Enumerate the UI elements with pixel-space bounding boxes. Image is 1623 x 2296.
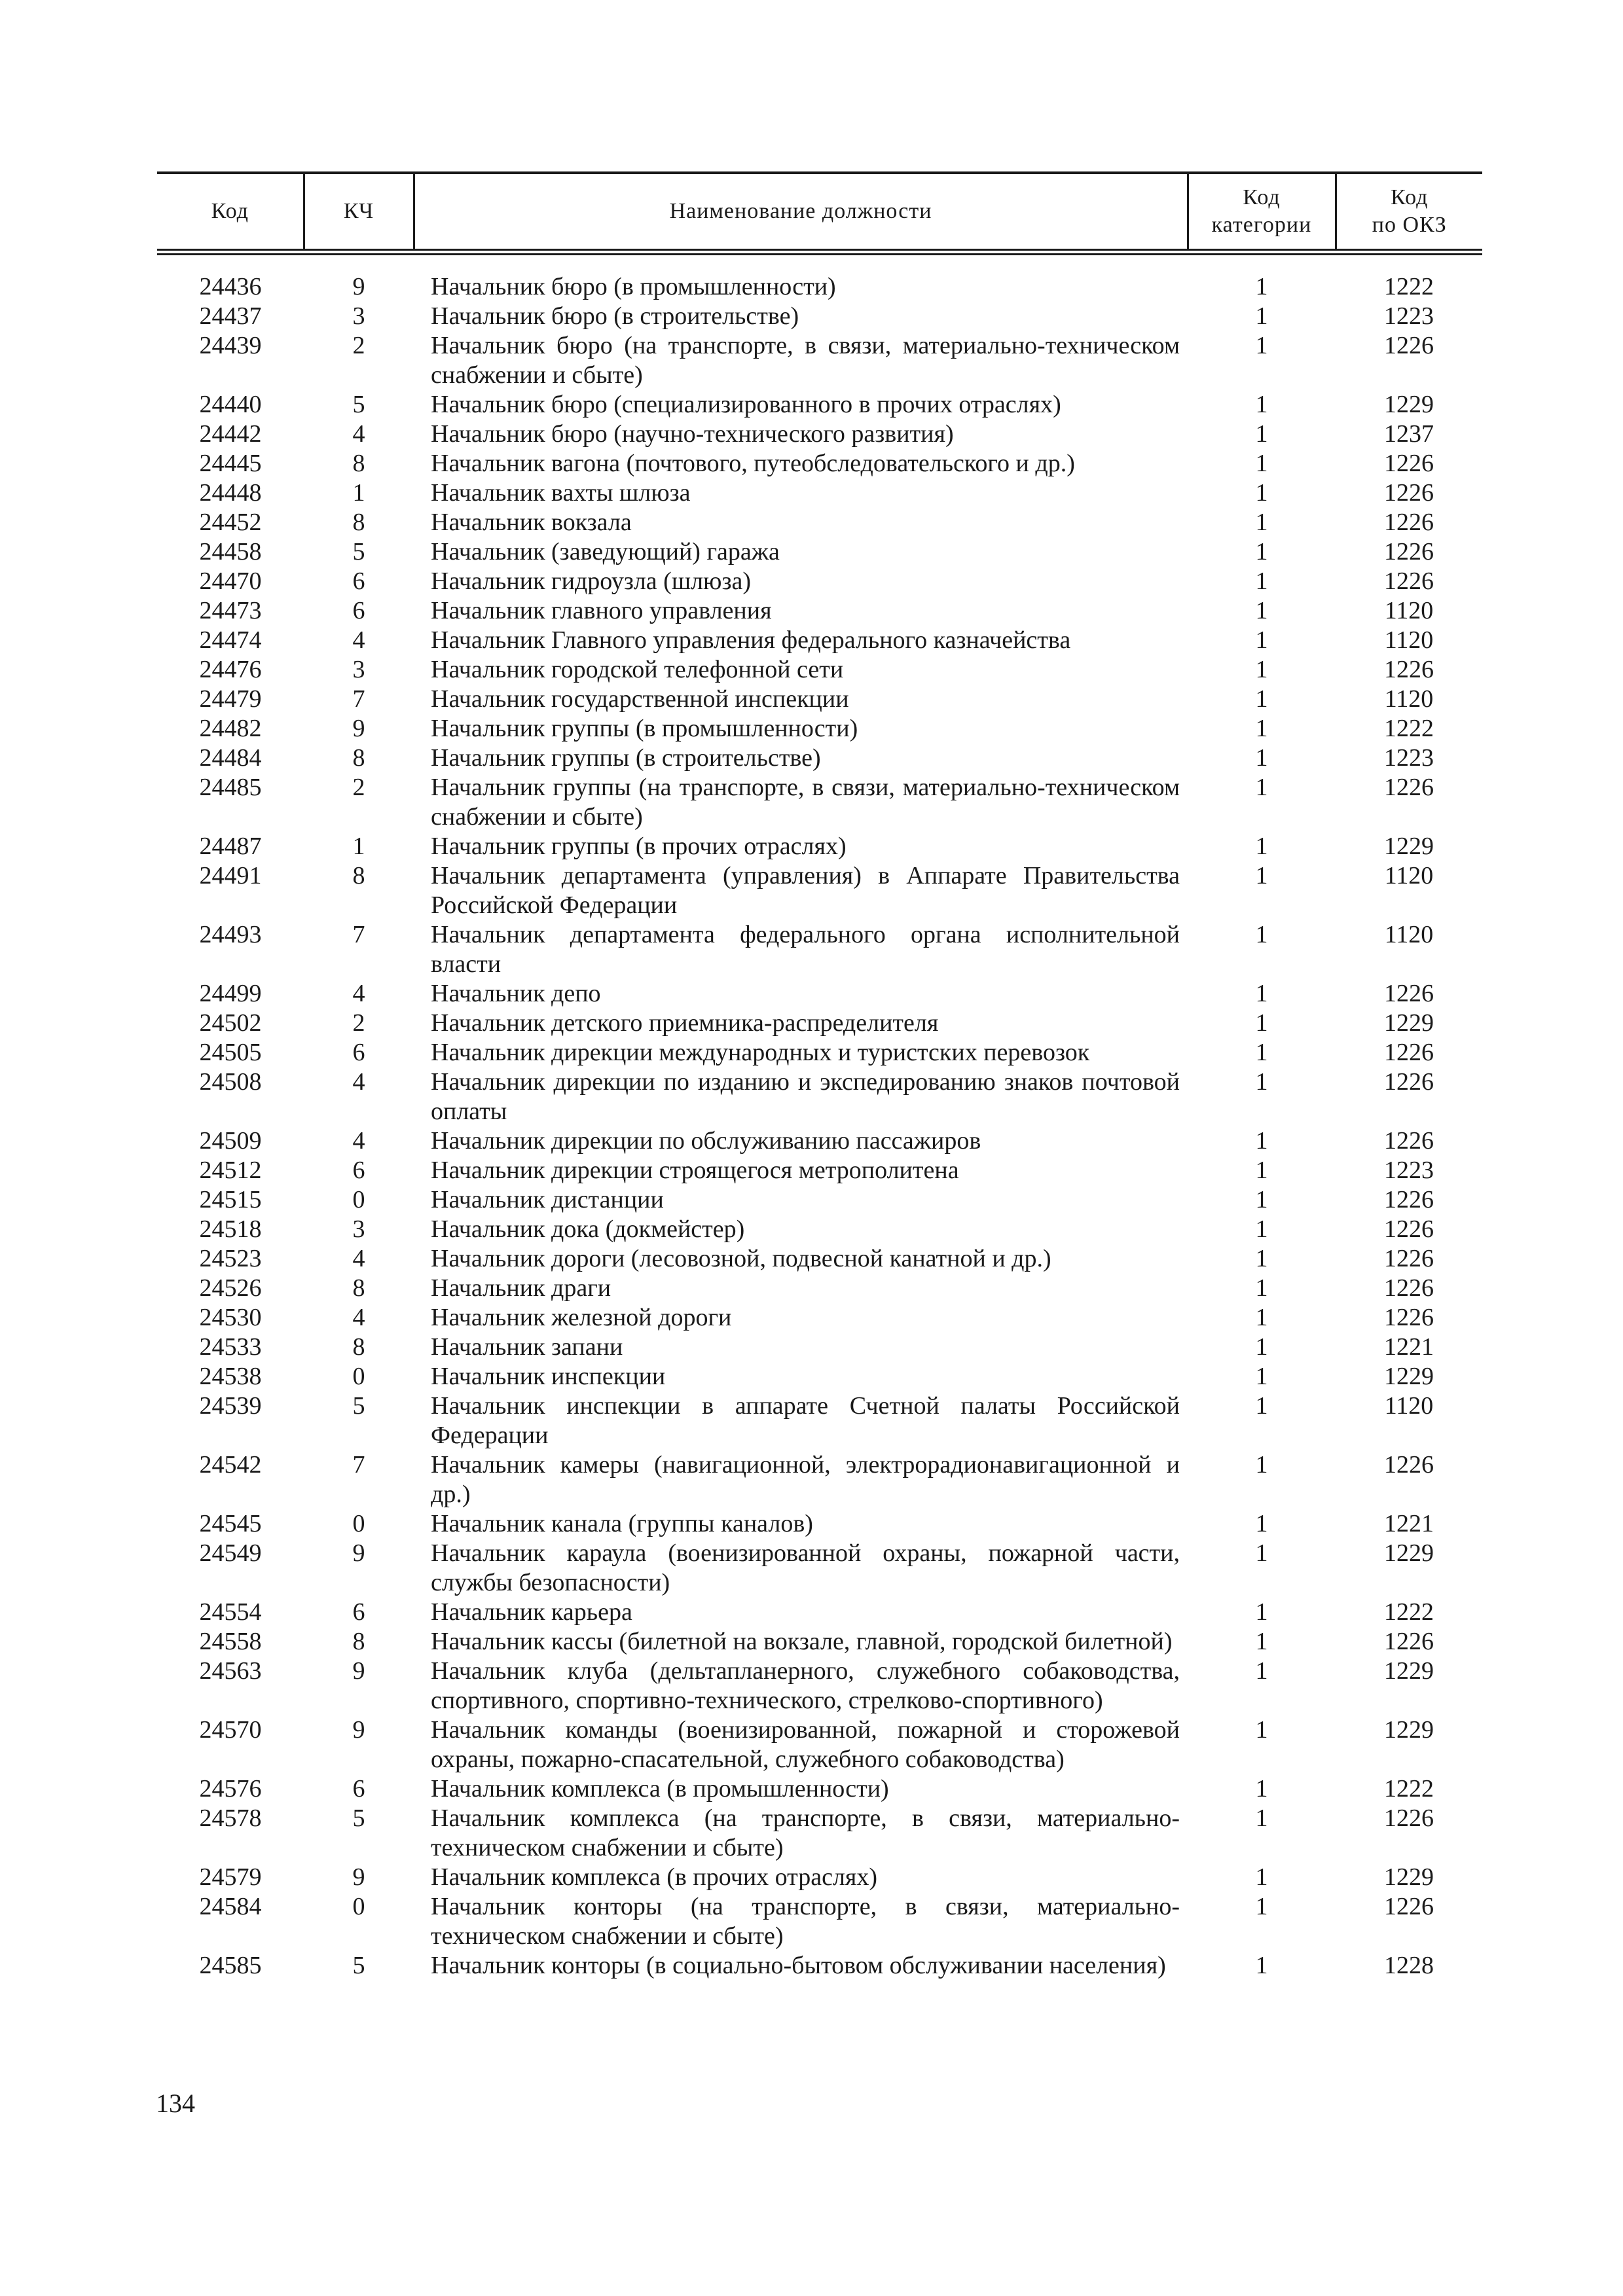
cell-category-code: 1 [1255,509,1268,536]
cell-kch: 5 [352,1392,365,1420]
cell-okz-code: 1226 [1384,1804,1434,1832]
cell-code: 24530 [199,1304,262,1331]
cell-okz-code: 1226 [1384,1451,1434,1479]
cell-okz-code: 1229 [1384,1716,1434,1744]
table-row [157,714,1482,744]
cell-okz-code: 1226 [1384,1893,1434,1920]
cell-kch: 8 [352,1274,365,1302]
cell-position-name: Начальник государственной инспекции [431,685,849,713]
cell-position-name: Начальник бюро (специализированного в прочих отраслях) [431,391,1061,418]
cell-category-code: 1 [1255,656,1268,683]
cell-kch: 5 [352,1952,365,1979]
cell-category-code: 1 [1255,450,1268,477]
table-row [157,685,1482,714]
cell-kch: 8 [352,450,365,477]
cell-kch: 8 [352,1628,365,1655]
cell-position-name: Начальник канала (группы каналов) [431,1510,813,1537]
table-row [157,1715,1482,1774]
cell-position-name: Начальник городской телефонной сети [431,656,844,683]
cell-position-name: Начальник вокзала [431,509,632,536]
table-row [157,979,1482,1009]
cell-okz-code: 1228 [1384,1952,1434,1979]
cell-kch: 6 [352,1039,365,1066]
cell-code: 24436 [199,273,262,300]
cell-okz-code: 1120 [1384,921,1434,948]
cell-code: 24437 [199,302,262,330]
cell-position-name: Начальник главного управления [431,597,772,624]
cell-kch: 6 [352,1157,365,1184]
cell-category-code: 1 [1255,1451,1268,1479]
cell-kch: 9 [352,715,365,742]
cell-position-name: Начальник инспекции [431,1363,666,1390]
cell-code: 24554 [199,1598,262,1626]
cell-position-name: Начальник бюро (в строительстве) [431,302,799,330]
table-row [157,331,1482,390]
cell-kch: 8 [352,1333,365,1361]
cell-position-name: Начальник караула (военизированной охраны, пожарной части, службы безопасности) [431,1539,1180,1596]
cell-category-code: 1 [1255,715,1268,742]
cell-position-name: Начальник дирекции по обслуживанию пассажиров [431,1127,981,1155]
cell-okz-code: 1226 [1384,1215,1434,1243]
header-kch: КЧ [304,173,414,252]
table-row [157,832,1482,861]
cell-code: 24542 [199,1451,262,1479]
cell-category-code: 1 [1255,597,1268,624]
table-row [157,1804,1482,1863]
cell-kch: 8 [352,862,365,889]
cell-position-name: Начальник группы (в прочих отраслях) [431,833,847,860]
cell-okz-code: 1226 [1384,509,1434,536]
cell-category-code: 1 [1255,1392,1268,1420]
cell-code: 24570 [199,1716,262,1744]
positions-table [157,171,1482,1981]
cell-code: 24440 [199,391,262,418]
cell-position-name: Начальник карьера [431,1598,632,1626]
cell-okz-code: 1226 [1384,1127,1434,1155]
cell-position-name: Начальник дирекции международных и туристских перевозок [431,1039,1090,1066]
cell-position-name: Начальник комплекса (в прочих отраслях) [431,1863,878,1891]
cell-code: 24549 [199,1539,262,1567]
table-row [157,508,1482,537]
cell-kch: 6 [352,567,365,595]
cell-kch: 7 [352,921,365,948]
cell-kch: 5 [352,391,365,418]
cell-code: 24476 [199,656,262,683]
cell-position-name: Начальник железной дороги [431,1304,732,1331]
cell-kch: 4 [352,420,365,448]
cell-okz-code: 1226 [1384,774,1434,801]
header-code: Код [157,173,304,252]
cell-category-code: 1 [1255,1009,1268,1037]
cell-position-name: Начальник (заведующий) гаража [431,538,780,565]
cell-kch: 6 [352,597,365,624]
cell-kch: 5 [352,1804,365,1832]
cell-position-name: Начальник вагона (почтового, путеобследовательского и др.) [431,450,1075,477]
cell-code: 24545 [199,1510,262,1537]
table-row [157,1185,1482,1215]
cell-category-code: 1 [1255,1716,1268,1744]
cell-okz-code: 1226 [1384,656,1434,683]
cell-okz-code: 1229 [1384,391,1434,418]
cell-position-name: Начальник кассы (билетной на вокзале, главной, городской билетной) [431,1628,1173,1655]
cell-code: 24493 [199,921,262,948]
cell-code: 24484 [199,744,262,772]
table-row [157,537,1482,567]
cell-kch: 4 [352,1068,365,1096]
cell-kch: 9 [352,1716,365,1744]
table-row [157,567,1482,596]
cell-okz-code: 1226 [1384,980,1434,1007]
cell-position-name: Начальник Главного управления федерального казначейства [431,626,1071,654]
cell-category-code: 1 [1255,1127,1268,1155]
cell-kch: 2 [352,774,365,801]
cell-okz-code: 1222 [1384,1775,1434,1803]
cell-category-code: 1 [1255,744,1268,772]
cell-category-code: 1 [1255,538,1268,565]
cell-category-code: 1 [1255,420,1268,448]
table-row [157,1539,1482,1598]
table-row [157,655,1482,685]
cell-okz-code: 1229 [1384,1009,1434,1037]
cell-position-name: Начальник дока (докмейстер) [431,1215,745,1243]
table-row [157,420,1482,449]
header-okz: Код по ОКЗ [1336,173,1482,252]
cell-category-code: 1 [1255,332,1268,359]
cell-position-name: Начальник дороги (лесовозной, подвесной канатной и др.) [431,1245,1051,1272]
cell-kch: 4 [352,1304,365,1331]
table-row [157,1067,1482,1126]
cell-okz-code: 1120 [1384,685,1434,713]
cell-category-code: 1 [1255,1304,1268,1331]
cell-category-code: 1 [1255,833,1268,860]
cell-position-name: Начальник комплекса (в промышленности) [431,1775,889,1803]
cell-kch: 4 [352,980,365,1007]
header-row [157,173,1482,252]
cell-kch: 7 [352,685,365,713]
cell-okz-code: 1223 [1384,1157,1434,1184]
cell-okz-code: 1222 [1384,715,1434,742]
cell-code: 24539 [199,1392,262,1420]
cell-code: 24439 [199,332,262,359]
cell-okz-code: 1226 [1384,1039,1434,1066]
cell-category-code: 1 [1255,1186,1268,1213]
cell-position-name: Начальник конторы (в социально-бытовом обслуживании населения) [431,1952,1166,1979]
cell-category-code: 1 [1255,273,1268,300]
table-row [157,1009,1482,1038]
cell-category-code: 1 [1255,1893,1268,1920]
cell-code: 24458 [199,538,262,565]
cell-position-name: Начальник запани [431,1333,623,1361]
table-row [157,596,1482,626]
table-row [157,252,1482,302]
cell-kch: 6 [352,1775,365,1803]
cell-category-code: 1 [1255,921,1268,948]
cell-okz-code: 1229 [1384,1539,1434,1567]
table-row [157,302,1482,331]
cell-code: 24487 [199,833,262,860]
table-row [157,1598,1482,1627]
cell-position-name: Начальник вахты шлюза [431,479,691,507]
cell-category-code: 1 [1255,1775,1268,1803]
cell-position-name: Начальник депо [431,980,601,1007]
cell-code: 24533 [199,1333,262,1361]
cell-kch: 0 [352,1893,365,1920]
cell-code: 24579 [199,1863,262,1891]
cell-code: 24485 [199,774,262,801]
table-row [157,478,1482,508]
cell-okz-code: 1226 [1384,1186,1434,1213]
header-name: Наименование должности [414,173,1188,252]
cell-kch: 2 [352,332,365,359]
cell-category-code: 1 [1255,1657,1268,1685]
table-row [157,1333,1482,1362]
cell-category-code: 1 [1255,1363,1268,1390]
cell-position-name: Начальник департамента (управления) в Аппарате Правительства Российской Федерации [431,862,1180,919]
table-row [157,1038,1482,1067]
table-row [157,1951,1482,1981]
cell-category-code: 1 [1255,1598,1268,1626]
cell-position-name: Начальник дирекции по изданию и экспедированию знаков почтовой оплаты [431,1068,1180,1125]
cell-code: 24585 [199,1952,262,1979]
cell-position-name: Начальник группы (в строительстве) [431,744,821,772]
cell-position-name: Начальник бюро (на транспорте, в связи, материально-техническом снабжении и сбыте) [431,332,1180,389]
cell-position-name: Начальник камеры (навигационной, электрорадионавигационной и др.) [431,1451,1180,1508]
table-row [157,1215,1482,1244]
cell-code: 24491 [199,862,262,889]
cell-code: 24448 [199,479,262,507]
cell-okz-code: 1120 [1384,626,1434,654]
cell-position-name: Начальник клуба (дельтапланерного, служебного собаководства, спортивного, спортивно-технического, стрелково-спортивного) [431,1657,1180,1714]
cell-okz-code: 1120 [1384,597,1434,624]
cell-position-name: Начальник детского приемника-распределителя [431,1009,939,1037]
cell-category-code: 1 [1255,567,1268,595]
cell-okz-code: 1229 [1384,1363,1434,1390]
table-row [157,1509,1482,1539]
cell-code: 24473 [199,597,262,624]
cell-okz-code: 1229 [1384,1863,1434,1891]
cell-position-name: Начальник группы (на транспорте, в связи, материально-техническом снабжении и сбыте) [431,774,1180,831]
cell-position-name: Начальник комплекса (на транспорте, в связи, материально-техническом снабжении и сбыте) [431,1804,1180,1861]
cell-code: 24515 [199,1186,262,1213]
table-row [157,1627,1482,1657]
cell-category-code: 1 [1255,1068,1268,1096]
table-row [157,1450,1482,1509]
cell-kch: 8 [352,509,365,536]
cell-code: 24482 [199,715,262,742]
cell-okz-code: 1226 [1384,567,1434,595]
cell-okz-code: 1120 [1384,862,1434,889]
table-row [157,1126,1482,1156]
cell-category-code: 1 [1255,1039,1268,1066]
cell-okz-code: 1226 [1384,479,1434,507]
table-row [157,861,1482,920]
cell-kch: 4 [352,1245,365,1272]
header-category: Код категории [1188,173,1336,252]
cell-code: 24505 [199,1039,262,1066]
cell-kch: 4 [352,626,365,654]
cell-kch: 0 [352,1186,365,1213]
cell-category-code: 1 [1255,1952,1268,1979]
cell-code: 24470 [199,567,262,595]
cell-category-code: 1 [1255,1628,1268,1655]
cell-code: 24474 [199,626,262,654]
cell-code: 24563 [199,1657,262,1685]
cell-code: 24526 [199,1274,262,1302]
cell-category-code: 1 [1255,1863,1268,1891]
table-body [157,252,1482,1981]
cell-code: 24442 [199,420,262,448]
cell-kch: 3 [352,302,365,330]
table-row [157,920,1482,979]
cell-kch: 0 [352,1363,365,1390]
cell-position-name: Начальник команды (военизированной, пожарной и сторожевой охраны, пожарно-спасательной, служебного собаководства) [431,1716,1180,1773]
cell-okz-code: 1229 [1384,833,1434,860]
cell-code: 24518 [199,1215,262,1243]
cell-kch: 0 [352,1510,365,1537]
table-row [157,1274,1482,1303]
table-row [157,1657,1482,1715]
cell-category-code: 1 [1255,685,1268,713]
cell-kch: 8 [352,744,365,772]
cell-category-code: 1 [1255,302,1268,330]
table-row [157,1774,1482,1804]
cell-code: 24523 [199,1245,262,1272]
table-header [157,173,1482,252]
table-row [157,1362,1482,1391]
cell-position-name: Начальник драги [431,1274,611,1302]
cell-okz-code: 1120 [1384,1392,1434,1420]
cell-kch: 7 [352,1451,365,1479]
cell-kch: 9 [352,1539,365,1567]
cell-kch: 9 [352,273,365,300]
table-row [157,390,1482,420]
cell-okz-code: 1222 [1384,273,1434,300]
cell-okz-code: 1226 [1384,1304,1434,1331]
cell-okz-code: 1229 [1384,1657,1434,1685]
cell-category-code: 1 [1255,1539,1268,1567]
cell-kch: 1 [352,479,365,507]
cell-okz-code: 1226 [1384,1628,1434,1655]
cell-code: 24452 [199,509,262,536]
cell-okz-code: 1222 [1384,1598,1434,1626]
cell-category-code: 1 [1255,479,1268,507]
cell-category-code: 1 [1255,774,1268,801]
table-row [157,1156,1482,1185]
cell-code: 24502 [199,1009,262,1037]
cell-okz-code: 1221 [1384,1333,1434,1361]
table-row [157,449,1482,478]
cell-category-code: 1 [1255,1157,1268,1184]
table-row [157,773,1482,832]
cell-kch: 9 [352,1657,365,1685]
table-row [157,626,1482,655]
cell-okz-code: 1223 [1384,744,1434,772]
cell-okz-code: 1226 [1384,332,1434,359]
cell-kch: 6 [352,1598,365,1626]
cell-code: 24479 [199,685,262,713]
cell-code: 24578 [199,1804,262,1832]
page-number: 134 [156,2089,195,2118]
cell-code: 24508 [199,1068,262,1096]
table-row [157,1303,1482,1333]
cell-okz-code: 1226 [1384,1068,1434,1096]
cell-position-name: Начальник группы (в промышленности) [431,715,858,742]
cell-position-name: Начальник дистанции [431,1186,664,1213]
cell-position-name: Начальник конторы (на транспорте, в связи, материально-техническом снабжении и сбыте) [431,1893,1180,1950]
table-row [157,744,1482,773]
cell-position-name: Начальник инспекции в аппарате Счетной палаты Российской Федерации [431,1392,1180,1449]
cell-code: 24499 [199,980,262,1007]
cell-category-code: 1 [1255,1804,1268,1832]
cell-code: 24512 [199,1157,262,1184]
cell-kch: 5 [352,538,365,565]
cell-kch: 9 [352,1863,365,1891]
cell-okz-code: 1226 [1384,1274,1434,1302]
cell-kch: 3 [352,1215,365,1243]
cell-category-code: 1 [1255,1245,1268,1272]
cell-category-code: 1 [1255,980,1268,1007]
cell-kch: 2 [352,1009,365,1037]
cell-code: 24584 [199,1893,262,1920]
cell-okz-code: 1226 [1384,1245,1434,1272]
cell-code: 24538 [199,1363,262,1390]
cell-kch: 3 [352,656,365,683]
table-row [157,1863,1482,1892]
cell-category-code: 1 [1255,862,1268,889]
table-row [157,1391,1482,1450]
cell-code: 24509 [199,1127,262,1155]
cell-category-code: 1 [1255,626,1268,654]
cell-position-name: Начальник бюро (в промышленности) [431,273,836,300]
cell-category-code: 1 [1255,1510,1268,1537]
table-row [157,1892,1482,1951]
cell-okz-code: 1226 [1384,538,1434,565]
cell-code: 24576 [199,1775,262,1803]
cell-okz-code: 1223 [1384,302,1434,330]
cell-category-code: 1 [1255,1333,1268,1361]
cell-category-code: 1 [1255,1215,1268,1243]
cell-okz-code: 1237 [1384,420,1434,448]
table-row [157,1244,1482,1274]
cell-position-name: Начальник гидроузла (шлюза) [431,567,751,595]
cell-code: 24558 [199,1628,262,1655]
cell-kch: 1 [352,833,365,860]
cell-category-code: 1 [1255,1274,1268,1302]
cell-okz-code: 1221 [1384,1510,1434,1537]
cell-kch: 4 [352,1127,365,1155]
cell-code: 24445 [199,450,262,477]
cell-position-name: Начальник департамента федерального органа исполнительной власти [431,921,1180,978]
cell-position-name: Начальник дирекции строящегося метрополитена [431,1157,959,1184]
cell-position-name: Начальник бюро (научно-технического развития) [431,420,954,448]
cell-category-code: 1 [1255,391,1268,418]
cell-okz-code: 1226 [1384,450,1434,477]
